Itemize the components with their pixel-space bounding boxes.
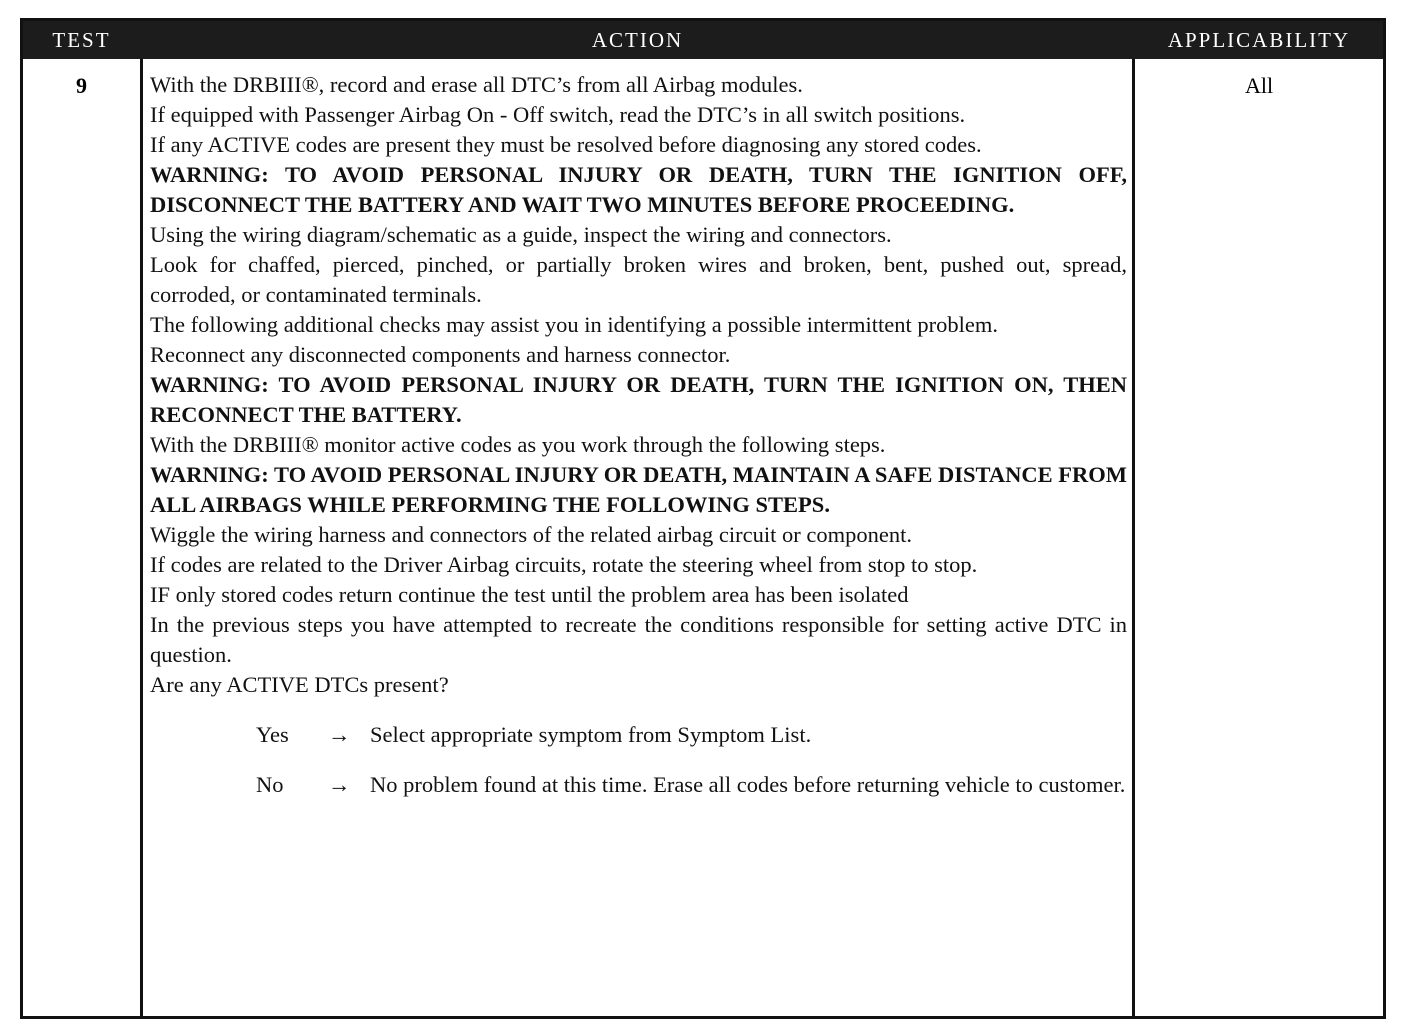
instruction-text: Reconnect any disconnected components and harness connector. xyxy=(150,342,731,367)
instruction-text: Look for chaffed, pierced, pinched, or partially broken wires and broken, bent, pushed out, spread, corroded, or contaminated terminals. xyxy=(150,252,1127,307)
instruction-text: Are any ACTIVE DTCs present? xyxy=(150,672,449,697)
result-text: No problem found at this time. Erase all codes before returning vehicle to customer. xyxy=(370,772,1126,797)
result-no xyxy=(150,770,1127,800)
applicability-value: All xyxy=(1244,73,1274,98)
result-label: Yes xyxy=(256,722,289,747)
instruction-text: With the DRBIII®, record and erase all DTC’s from all Airbag modules. xyxy=(150,72,803,97)
instruction-text: If equipped with Passenger Airbag On - Off switch, read the DTC’s in all switch positions. xyxy=(150,102,966,127)
header-action: ACTION xyxy=(591,28,684,52)
column-divider xyxy=(140,59,143,1016)
instruction-text: Using the wiring diagram/schematic as a guide, inspect the wiring and connectors. xyxy=(150,222,892,247)
warning-text: WARNING: TO AVOID PERSONAL INJURY OR DEATH, TURN THE IGNITION OFF, DISCONNECT THE BATTERY AND WAIT TWO MINUTES BEFORE PROCEEDING. xyxy=(150,162,1127,217)
instruction-text: If codes are related to the Driver Airbag circuits, rotate the steering wheel from stop to stop. xyxy=(150,552,978,577)
result-yes xyxy=(150,720,1127,750)
action-cell xyxy=(150,70,1127,800)
instruction-text: In the previous steps you have attempted to recreate the conditions responsible for setting active DTC in question. xyxy=(150,612,1127,667)
warning-text: WARNING: TO AVOID PERSONAL INJURY OR DEATH, MAINTAIN A SAFE DISTANCE FROM ALL AIRBAGS WHILE PERFORMING THE FOLLOWING STEPS. xyxy=(150,462,1127,517)
result-text: Select appropriate symptom from Symptom List. xyxy=(370,722,812,747)
column-divider xyxy=(1132,59,1135,1016)
instruction-text: With the DRBIII® monitor active codes as you work through the following steps. xyxy=(150,432,886,457)
arrow-right-icon: → xyxy=(328,722,351,747)
test-number: 9 xyxy=(76,73,87,98)
warning-text: WARNING: TO AVOID PERSONAL INJURY OR DEATH, TURN THE IGNITION ON, THEN RECONNECT THE BATTERY. xyxy=(150,372,1127,427)
result-label: No xyxy=(256,772,284,797)
instruction-text: The following additional checks may assist you in identifying a possible intermittent problem. xyxy=(150,312,998,337)
instruction-text: If any ACTIVE codes are present they must be resolved before diagnosing any stored codes. xyxy=(150,132,982,157)
instruction-text: Wiggle the wiring harness and connectors of the related airbag circuit or component. xyxy=(150,522,912,547)
instruction-text: IF only stored codes return continue the test until the problem area has been isolated xyxy=(150,582,909,607)
arrow-right-icon: → xyxy=(328,772,351,797)
header-applicability: APPLICABILITY xyxy=(1167,28,1351,52)
header-test: TEST xyxy=(52,28,111,52)
table-header xyxy=(23,21,1383,59)
diagnostic-table xyxy=(20,18,1386,1019)
